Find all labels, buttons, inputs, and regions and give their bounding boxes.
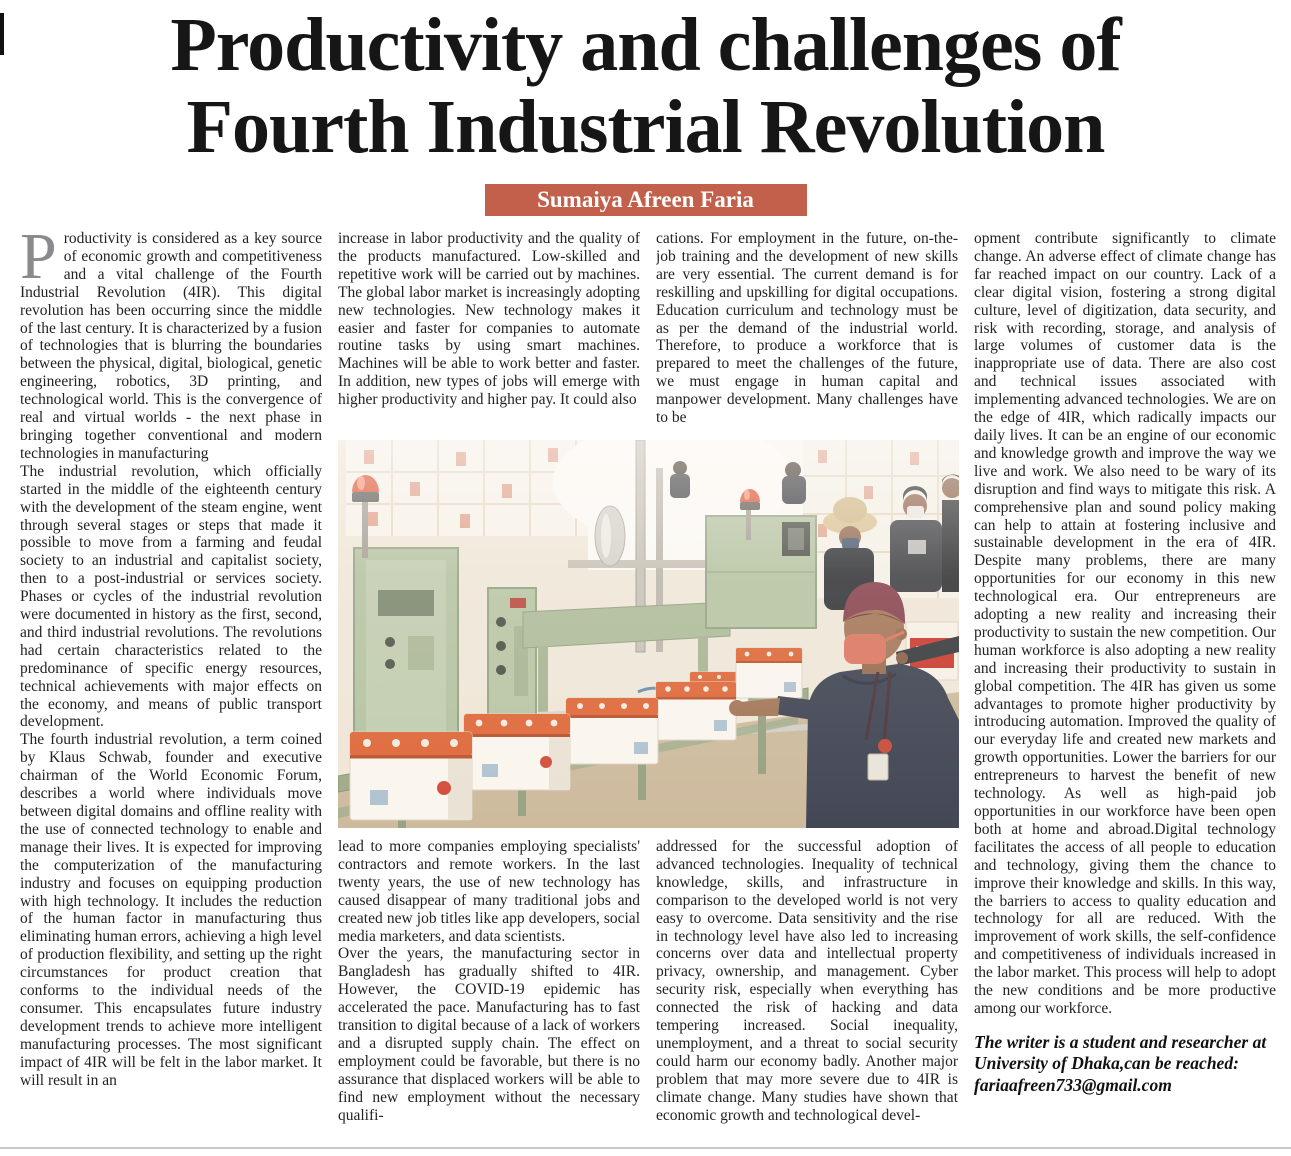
column-1 [20, 230, 322, 1156]
paragraph: Over the years, the manufacturing sector in Bangladesh has gradually shifted to 4IR. However, the COVID-19 epidemic has accelerated the pace. Manufacturing has to fast transition to digital because of a lack of workers and a disrupted supply chain. The effect on employment could be favorable, but there is no assurance that displaced workers will be able to find new employment without the necessary qualifi- [338, 945, 640, 1124]
paragraph: addressed for the successful adoption of advanced technologies. Inequality of technical knowledge, skills, and infrastructure in comparison to the developed world is not very easy to overcome. Data sensitivity and the rise in technology level have also led to increasing concerns over data and intellectual property privacy, ownership, and management. Cyber security risk, especially when everything has connected the risk of hacking and data tempering increased. Social inequality, unemployment, and a threat to social security could harm our economy badly. Another major problem that may more severe due to 4IR is climate change. Many studies have shown that economic growth and technological devel- [656, 838, 958, 1124]
article-headline [0, 4, 1291, 168]
paragraph: cations. For employment in the future, on-the-job training and the development of new skills are very essential. The current demand is for reskilling and upskilling for digital occupations. Education curriculum and technology must be as per the demand of the industrial world. Therefore, to produce a workforce that is prepared to meet the challenges of the future, we must engage in human capital and manpower development. Many challenges have to be [656, 230, 958, 427]
author-byline: Sumaiya Afreen Faria [485, 184, 807, 216]
paragraph [20, 230, 322, 463]
writer-note: The writer is a student and researcher at University of Dhaka,can be reached: fariaafreen733@gmail.com [974, 1031, 1267, 1095]
byline-wrap [0, 184, 1291, 216]
paragraph: lead to more companies employing specialists' contractors and remote workers. In the last twenty years, the use of new technology has caused disappear of many traditional jobs and created new job titles like app developers, social media marketers, and data scientists. [338, 838, 640, 945]
headline-line-2: Fourth Industrial Revolution [186, 85, 1105, 169]
column-4 [974, 230, 1276, 1156]
paragraph: opment contribute significantly to climate change. An adverse effect of climate change has far reached impact on our country. Lack of a clear digital vision, fostering a strong digital culture, level of digitization, data security, and risk with recording, storage, and analysis of large volumes of customer data is the inappropriate use of data. There are also cost and technical issues associated with implementing advanced technologies. We are on the edge of 4IR, which radically impacts our daily lives. It can be an engine of our economic and knowledge growth and improve the way we live and work. We also need to be wary of its disruption and find ways to mitigate this risk. A comprehensive plan and sound policy making can help to attain at fostering inclusive and sustainable development in the era of 4IR. Despite many problems, there are many opportunities for our economy in this new technological era. Our entrepreneurs are adopting a new reality and increasing their productivity to sustain the new competition. Our human workforce is also adopting a new reality and increasing their productivity to sustain in global competition. The 4IR has given us some advantages to promote higher productivity by introducing automation. Improved the quality of our everyday life and created new markets and growth opportunities. Lower the barriers for our entrepreneurs to harvest the benefit of new technology. As well as high-paid job opportunities in our workforce have been open both at home and abroad.Digital technology facilitates the access of all people to education and technology, giving them the chance to improve their knowledge and skills. In this way, the barriers to access to quality education and technology for all are reduced. With the improvement of work skills, the self-confidence and competitiveness of individuals increased in the labor market. This process will help to adopt the new conditions and be more productive among our workforce. [974, 230, 1276, 1017]
article-header [0, 0, 1291, 216]
paragraph: increase in labor productivity and the quality of the products manufactured. Low-skilled and repetitive work will be carried out by machines. The global labor market is increasingly adopting new technologies. New technology makes it easier and faster for companies to automate routine tasks by using smart machines. Machines will be able to work better and faster. In addition, new types of jobs will emerge with higher productivity and higher pay. It could also [338, 230, 640, 409]
drop-cap: P [20, 230, 57, 293]
factory-photo-illustration [338, 440, 959, 828]
article-photo [338, 440, 959, 828]
paragraph: The industrial revolution, which officially started in the middle of the eighteenth century with the development of the steam engine, went through several stages or steps that made it possible to move from a farming and feudal society to an industrial and capitalist society, then to a post-industrial or services society. Phases or cycles of the industrial revolution were documented in history as the first, second, and third industrial revolutions. The revolutions had certain characteristics related to the predominance of specific energy resources, technical achievements with major effects on the economy, and means of public transport development. [20, 462, 322, 731]
paragraph-text: roductivity is considered as a key source of economic growth and competitiveness and a vital challenge of the Fourth Industrial Revolution (4IR). This digital revolution has been occurring since the middle of the last century. It is characterized by a fusion of technologies that is blurring the boundaries between the physical, digital, biological, genetic engineering, robotics, 3D printing, and technological world. This is the convergence of real and virtual worlds - the next phase in bringing together conventional and modern technologies in manufacturing [20, 230, 322, 462]
scan-edge-artifact [0, 13, 4, 55]
headline-line-1: Productivity and challenges of [170, 3, 1121, 87]
bottom-rule [0, 1147, 1291, 1149]
paragraph: The fourth industrial revolution, a term coined by Klaus Schwab, founder and executive chairman of the World Economic Forum, describes a world where individuals move between digital domains and offline reality with the use of connected technology to enable and manage their lives. It is expected for improving the computerization of the manufacturing industry and focuses on equipping production with high technology. It includes the reduction of the human factor in manufacturing thus eliminating human errors, achieving a high level of production flexibility, and setting up the right circumstances for product creation that conforms to the individual needs of the consumer. This encapsulates future industry development trends to achieve more intelligent manufacturing processes. The most significant impact of 4IR will be felt in the labor market. It will result in an [20, 731, 322, 1089]
